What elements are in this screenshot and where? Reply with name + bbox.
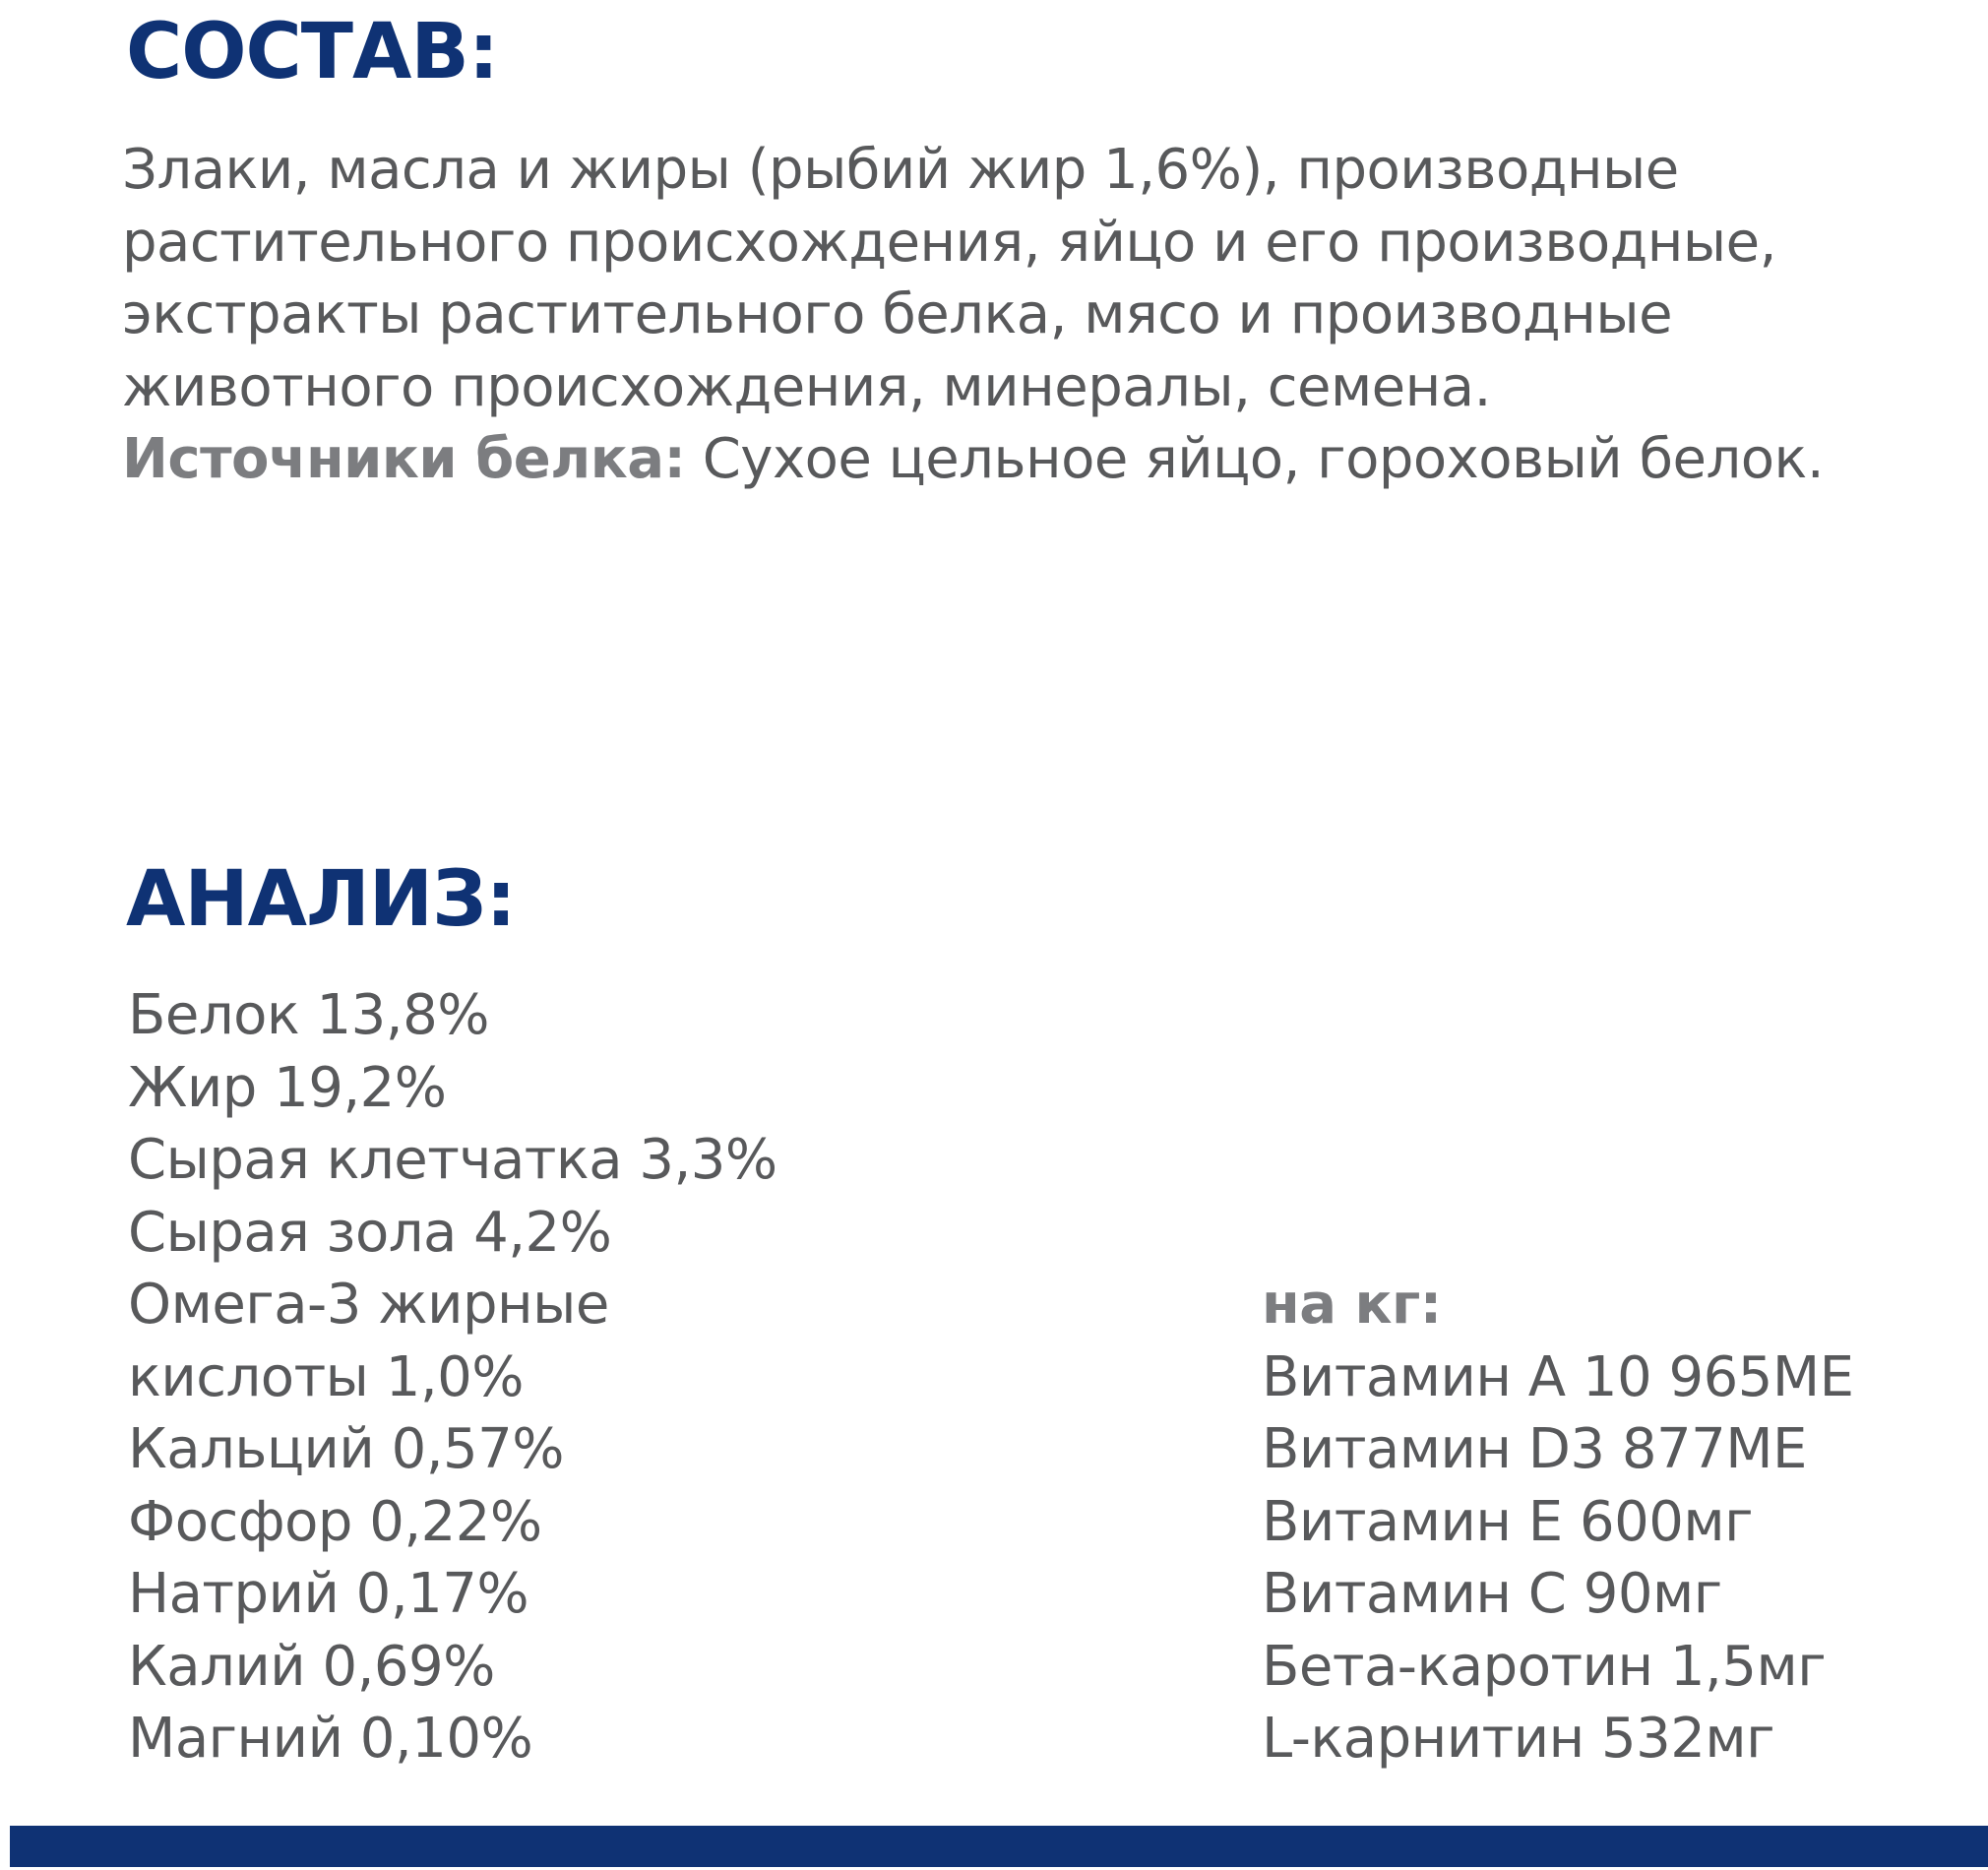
analysis-item: Фосфор 0,22% — [128, 1489, 542, 1554]
analysis-item: Сырая клетчатка 3,3% — [128, 1128, 777, 1192]
vitamin-item: Витамин С 90мг — [1262, 1562, 1722, 1626]
footer-bar — [10, 1826, 1988, 1867]
vitamin-item: Бета-каротин 1,5мг — [1262, 1634, 1827, 1699]
vitamin-item: L-карнитин 532мг — [1262, 1707, 1775, 1771]
composition-text — [122, 134, 1972, 496]
analysis-item: кислоты 1,0% — [128, 1344, 524, 1409]
analysis-item: Белок 13,8% — [128, 983, 489, 1047]
analysis-item: Калий 0,69% — [128, 1634, 495, 1699]
composition-line: экстракты растительного белка, мясо и производные — [122, 282, 1673, 346]
composition-line: животного происхождения, минералы, семена. — [122, 354, 1491, 419]
vitamin-item: Витамин D3 877МЕ — [1262, 1417, 1807, 1481]
vitamins-list — [1262, 1269, 1854, 1776]
analysis-item: Сырая зола 4,2% — [128, 1200, 612, 1265]
analysis-title: АНАЛИЗ: — [126, 855, 516, 944]
composition-line: растительного происхождения, яйцо и его производные, — [122, 210, 1776, 275]
analysis-item: Жир 19,2% — [128, 1055, 447, 1120]
analysis-item: Омега-3 жирные — [128, 1273, 609, 1337]
vitamin-item: Витамин А 10 965МЕ — [1262, 1344, 1854, 1409]
analysis-item: Магний 0,10% — [128, 1707, 533, 1771]
analysis-item: Натрий 0,17% — [128, 1562, 529, 1626]
protein-sources-value: Сухое цельное яйцо, гороховый белок. — [685, 427, 1825, 491]
protein-sources-line — [122, 423, 1972, 496]
analysis-item: Кальций 0,57% — [128, 1417, 564, 1481]
protein-sources-label: Источники белка: — [122, 427, 686, 491]
vitamin-item: Витамин Е 600мг — [1262, 1489, 1754, 1554]
composition-title: СОСТАВ: — [126, 8, 499, 96]
vitamins-label: на кг: — [1262, 1273, 1442, 1337]
analysis-list — [128, 979, 777, 1776]
composition-line: Злаки, масла и жиры (рыбий жир 1,6%), производные — [122, 138, 1679, 202]
